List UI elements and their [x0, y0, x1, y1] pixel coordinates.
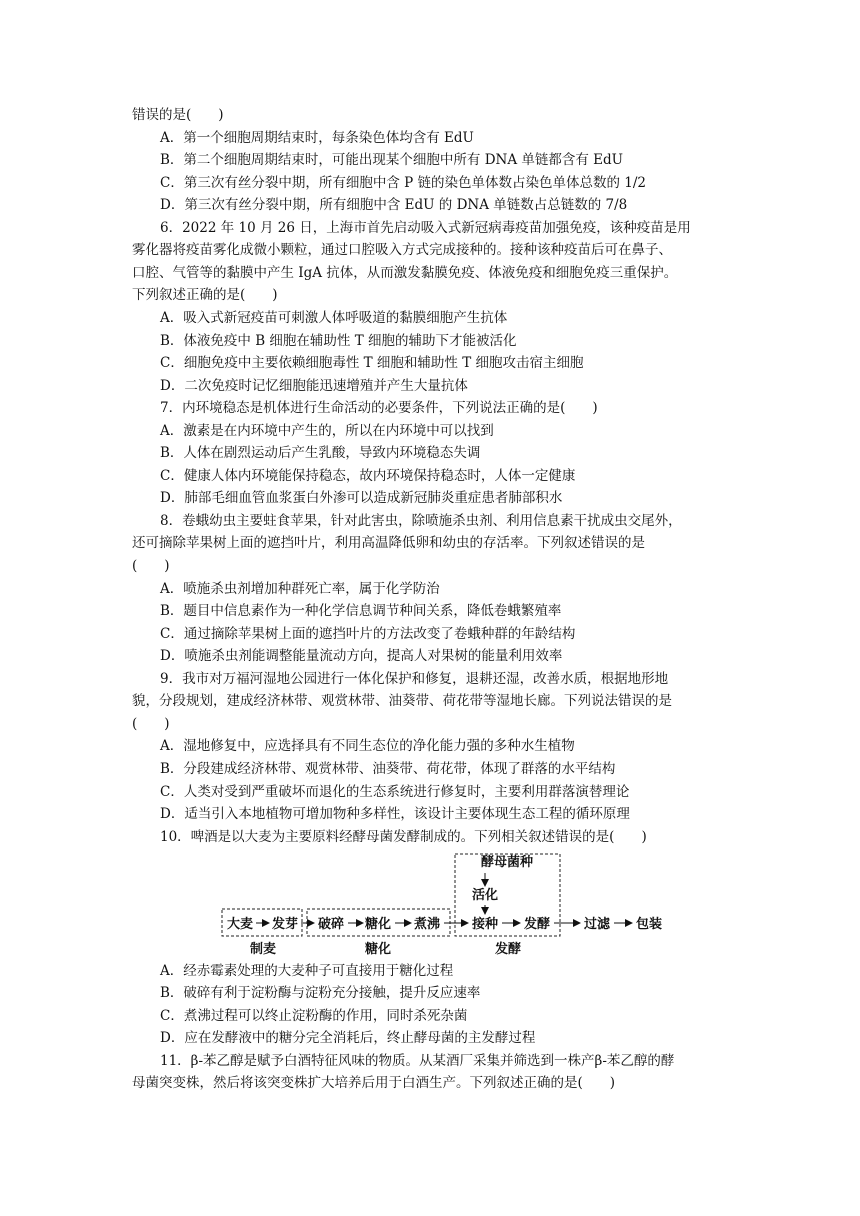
text-line: C．通过摘除苹果树上面的遮挡叶片的方法改变了卷蛾种群的年龄结构	[160, 625, 576, 642]
text-line: C．健康人体内环境能保持稳态，故内环境保持稳态时，人体一定健康	[160, 467, 576, 484]
text-line: ( )	[132, 558, 170, 574]
text-line: 8．卷蛾幼虫主要蛀食苹果，针对此害虫，除喷施杀虫剂、利用信息素干扰成虫交尾外，	[160, 512, 682, 529]
text-line: D．应在发酵液中的糖分完全消耗后，终止酵母菌的主发酵过程	[160, 1030, 536, 1047]
text-line: A．吸入式新冠疫苗可刺激人体呼吸道的黏膜细胞产生抗体	[160, 309, 508, 326]
text-line: B．题目中信息素作为一种化学信息调节种间关系，降低卷蛾繁殖率	[160, 603, 562, 620]
flow-step-1: 大麦	[226, 917, 254, 932]
text-line: ( )	[132, 715, 170, 732]
flow-group-label-1: 制麦	[249, 942, 277, 957]
text-line: C．煮沸过程可以终止淀粉酶的作用，同时杀死杂菌	[160, 1007, 468, 1024]
flow-step-2: 发芽	[271, 917, 299, 932]
text-line: B．人体在剧烈运动后产生乳酸，导致内环境稳态失调	[160, 445, 481, 462]
text-line: 母菌突变株，然后将该突变株扩大培养后用于白酒生产。下列叙述正确的是( )	[132, 1075, 616, 1091]
text-line: 貌，分段规划，建成经济林带、观赏林带、油葵带、荷花带等湿地长廊。下列说法错误的是	[132, 693, 672, 710]
text-line: 6．2022 年 10 月 26 日，上海市首先启动吸入式新冠病毒疫苗加强免疫，该种疫苗是用	[160, 219, 691, 236]
group-box-fajiao	[455, 854, 560, 936]
flow-step-8: 过滤	[583, 917, 611, 932]
text-line: B．第二个细胞周期结束时，可能出现某个细胞中所有 DNA 单链都含有 EdU	[160, 152, 624, 169]
text-line: 还可摘除苹果树上面的遮挡叶片，利用高温降低卵和幼虫的存活率。下列叙述错误的是	[132, 535, 645, 552]
text-line: 11．β-苯乙醇是赋予白酒特征风味的物质。从某酒厂采集并筛选到一株产β-苯乙醇的酵	[160, 1052, 675, 1069]
text-line: B．破碎有利于淀粉酶与淀粉充分接触，提升反应速率	[160, 985, 481, 1002]
text-line: A．第一个细胞周期结束时，每条染色体均含有 EdU	[160, 129, 474, 146]
text-line: D．肺部毛细血管血浆蛋白外渗可以造成新冠肺炎重症患者肺部积水	[160, 490, 563, 507]
flow-step-4: 糖化	[364, 917, 392, 932]
text-line: 雾化器将疫苗雾化成微小颗粒，通过口腔吸入方式完成接种的。接种该种疫苗后可在鼻子、	[132, 242, 672, 259]
text-line: A．湿地修复中，应选择具有不同生态位的净化能力强的多种水生植物	[160, 738, 575, 755]
text-line: C．细胞免疫中主要依赖细胞毒性 T 细胞和辅助性 T 细胞攻击宿主细胞	[160, 355, 584, 372]
text-line: B．体液免疫中 B 细胞在辅助性 T 细胞的辅助下才能被活化	[160, 332, 517, 349]
text-line: 7．内环境稳态是机体进行生命活动的必要条件，下列说法正确的是( )	[160, 400, 598, 417]
flow-step-9: 包装	[635, 917, 663, 932]
text-line: C．人类对受到严重破坏而退化的生态系统进行修复时，主要利用群落演替理论	[160, 783, 630, 800]
text-line: A．激素是在内环境中产生的，所以在内环境中可以找到	[160, 422, 494, 439]
flow-top-box: 酵母菌种	[480, 855, 534, 870]
text-line: D．适当引入本地植物可增加物种多样性，该设计主要体现生态工程的循环原理	[160, 806, 630, 823]
text-line: 错误的是( )	[132, 107, 224, 123]
text-line: 10．啤酒是以大麦为主要原料经酵母菌发酵制成的。下列相关叙述错误的是( )	[160, 828, 647, 845]
text-line: D．喷施杀虫剂能调整能量流动方向，提高人对果树的能量利用效率	[160, 648, 563, 665]
text-line: 口腔、气管等的黏膜中产生 IgA 抗体，从而激发黏膜免疫、体液免疫和细胞免疫三重保护。	[132, 264, 678, 281]
text-line: A．喷施杀虫剂增加种群死亡率，属于化学防治	[160, 580, 440, 597]
text-line: C．第三次有丝分裂中期，所有细胞中含 P 链的染色单体数占染色单体总数的 1/2	[160, 174, 647, 191]
text-line: 9．我市对万福河湿地公园进行一体化保护和修复，退耕还湿，改善水质，根据地形地	[160, 670, 669, 687]
group-box-zhimai	[222, 909, 302, 936]
group-box-tanghua	[307, 909, 450, 936]
flow-step-3: 破碎	[317, 917, 345, 932]
text-line: B．分段建成经济林带、观赏林带、油葵带、荷花带，体现了群落的水平结构	[160, 760, 616, 777]
text-line: 下列叙述正确的是( )	[132, 287, 278, 304]
flow-step-7: 发酵	[523, 917, 551, 932]
text-line: D．二次免疫时记忆细胞能迅速增殖并产生大量抗体	[160, 377, 468, 394]
flow-group-label-2: 糖化	[364, 942, 392, 957]
flow-step-5: 煮沸	[413, 917, 441, 932]
flow-group-label-3: 发酵	[494, 942, 522, 957]
flow-activate: 活化	[471, 888, 499, 903]
text-line: A．经赤霉素处理的大麦种子可直接用于糖化过程	[160, 963, 454, 979]
flow-step-6: 接种	[471, 917, 499, 932]
text-line: D．第三次有丝分裂中期，所有细胞中含 EdU 的 DNA 单链数占总链数的 7/8	[160, 197, 628, 214]
